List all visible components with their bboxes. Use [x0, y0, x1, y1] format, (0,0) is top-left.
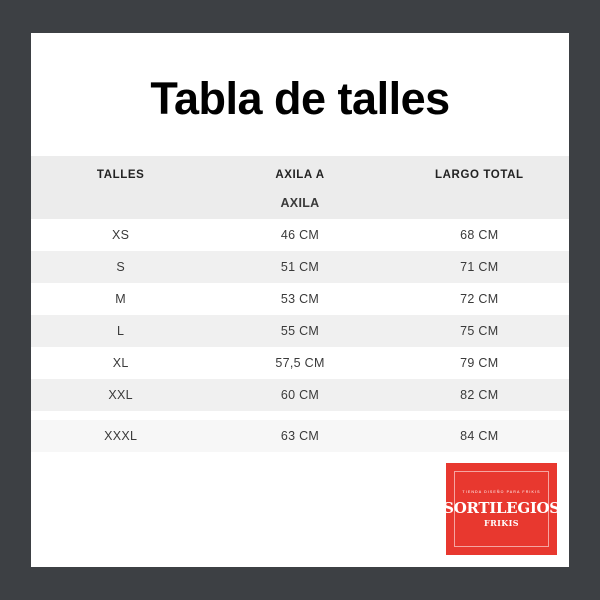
table-row — [31, 219, 569, 251]
cell-axila: 57,5 CM — [275, 356, 325, 370]
cell-size: M — [115, 292, 127, 306]
column-header-largo-total: LARGO TOTAL — [435, 169, 524, 181]
cell-size: XS — [112, 228, 130, 242]
cell-largo: 75 CM — [460, 324, 499, 338]
table-row — [31, 420, 569, 452]
cell-size: XXXL — [104, 429, 138, 443]
table-row — [31, 315, 569, 347]
cell-size: L — [117, 324, 125, 338]
title-area — [31, 33, 569, 156]
cell-axila: 51 CM — [280, 260, 320, 274]
cell-largo: 84 CM — [460, 429, 499, 443]
size-table — [31, 156, 569, 452]
column-header-axila-sub: AXILA — [280, 196, 320, 210]
page-title: Tabla de talles — [150, 73, 450, 124]
cell-largo: 79 CM — [460, 356, 499, 370]
cell-axila: 46 CM — [280, 228, 320, 242]
table-row-spacer — [31, 411, 569, 420]
column-header-talles-sub — [31, 187, 210, 219]
table-row — [31, 347, 569, 379]
brand-logo-subname: FRIKIS — [484, 518, 519, 528]
brand-logo-name: SORTILEGIOS — [443, 499, 560, 517]
cell-axila: 55 CM — [280, 324, 320, 338]
cell-largo: 72 CM — [460, 292, 499, 306]
table-row — [31, 379, 569, 411]
cell-size: XXL — [108, 388, 133, 402]
cell-axila: 63 CM — [280, 429, 320, 443]
cell-size: XL — [112, 356, 129, 370]
column-header-axila: AXILA A — [275, 169, 325, 181]
cell-axila: 60 CM — [280, 388, 320, 402]
column-header-talles: TALLES — [96, 169, 145, 181]
column-header-largo-sub — [390, 187, 569, 219]
table-row — [31, 251, 569, 283]
cell-largo: 82 CM — [460, 388, 499, 402]
brand-logo — [443, 463, 560, 555]
table-row — [31, 283, 569, 315]
brand-logo-tagline: TIENDA DISEÑO PARA FRIKIS — [462, 490, 541, 494]
brand-logo-frame — [443, 471, 560, 547]
table-header-row — [31, 156, 569, 187]
cell-largo: 71 CM — [460, 260, 499, 274]
cell-largo: 68 CM — [460, 228, 499, 242]
cell-axila: 53 CM — [280, 292, 320, 306]
size-chart-card — [31, 33, 569, 567]
cell-size: S — [116, 260, 125, 274]
table-header-subrow — [31, 187, 569, 219]
